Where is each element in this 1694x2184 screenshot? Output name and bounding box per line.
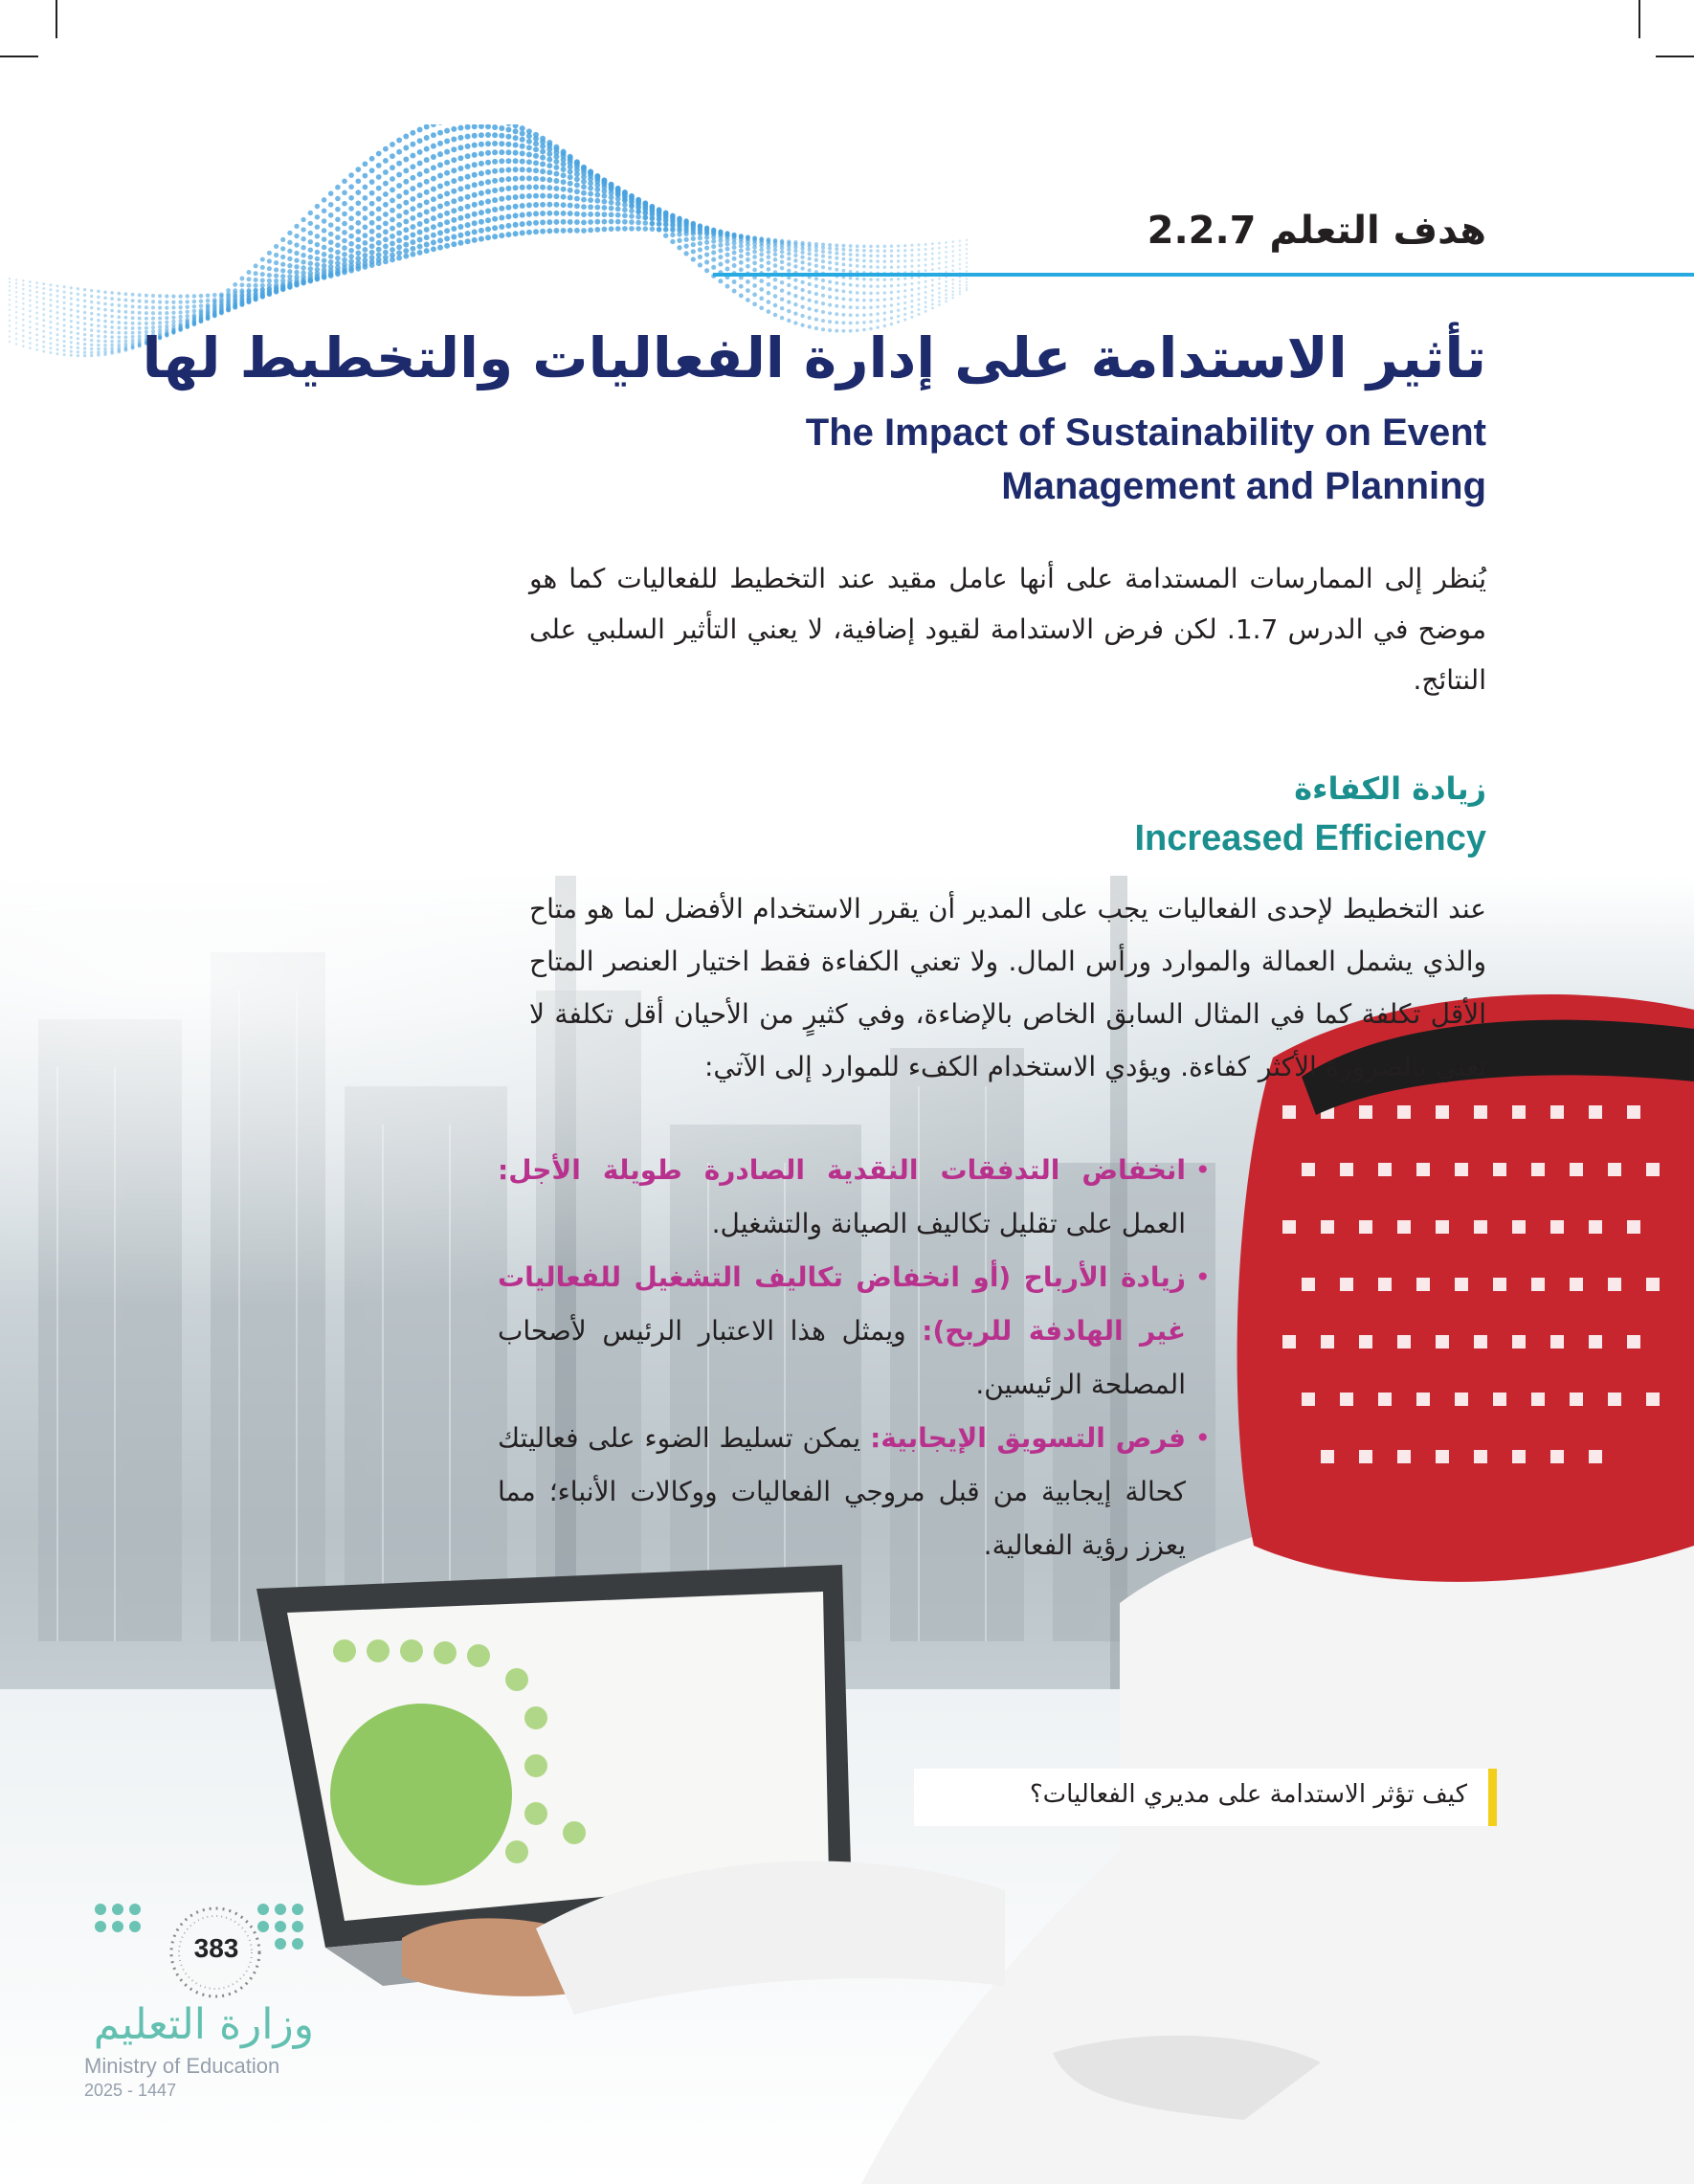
learning-objective-label: هدف التعلم 2.2.7 [1147,209,1486,253]
list-item [498,1412,1211,1572]
bullet-term: فرص التسويق الإيجابية: [870,1422,1186,1454]
crop-mark [0,56,38,57]
list-item [498,1144,1211,1251]
list-item [498,1251,1211,1412]
crop-mark [56,0,57,38]
page-title-arabic: تأثير الاستدامة على إدارة الفعاليات والتخطيط لها [142,325,1486,390]
benefits-list [498,1144,1211,1572]
page-title-english [625,406,1486,513]
title-en-line-1: The Impact of Sustainability on Event [805,412,1486,454]
objective-rule [713,273,1694,277]
section-heading-english: Increased Efficiency [1134,818,1486,858]
title-en-line-2: Management and Planning [1001,465,1486,507]
section-heading-arabic: زيادة الكفاءة [1294,770,1486,807]
ministry-logo-dots [91,1890,311,2005]
caption-text: كيف تؤثر الاستدامة على مديري الفعاليات؟ [1029,1780,1467,1809]
ministry-year: 2025 - 1447 [84,2081,177,2100]
ministry-name-arabic: وزارة التعليم [93,2000,314,2049]
intro-paragraph: يُنظر إلى الممارسات المستدامة على أنها عامل مقيد عند التخطيط للفعاليات كما هو موضح في الدرس 1.7. لكن فرض الاستدامة لقيود إضافية، لا يعني التأثير السلبي على النتائج. [529,563,1486,696]
bullet-text: يمكن تسليط الضوء على فعاليتك كحالة إيجابية من قبل مروجي الفعاليات ووكالات الأنباء؛ مما يعزز رؤية الفعالية. [498,1422,1186,1561]
bullet-text: العمل على تقليل تكاليف الصيانة والتشغيل. [711,1208,1186,1239]
bullet-term: انخفاض التدفقات النقدية الصادرة طويلة الأجل: [498,1154,1186,1186]
efficiency-paragraph: عند التخطيط لإحدى الفعاليات يجب على المدير أن يقرر الاستخدام الأفضل لما هو متاح والذي يشمل العمالة والموارد ورأس المال. ولا تعني الكفاءة فقط اختيار العنصر المتاح الأقل تكلفة كما في المثال السابق الخاص بالإضاءة، وفي كثيرٍ من الأحيان أقل تكلفة لا تعني بالضرورة الأكثر كفاءة. ويؤدي الاستخدام الكفء للموارد إلى الآتي: [529,893,1486,1082]
bullet-term: زيادة الأرباح (أو انخفاض تكاليف التشغيل للفعاليات غير الهادفة للربح): [498,1261,1186,1347]
page-number: 383 [193,1933,239,1963]
bullet-text: ويمثل هذا الاعتبار الرئيس لأصحاب المصلحة الرئيسين. [498,1315,1186,1400]
photo-caption [914,1769,1497,1826]
dotted-wave-decoration [0,124,1694,450]
ministry-name-english: Ministry of Education [84,2054,280,2078]
crop-mark [1638,0,1640,38]
crop-mark [1656,56,1694,57]
